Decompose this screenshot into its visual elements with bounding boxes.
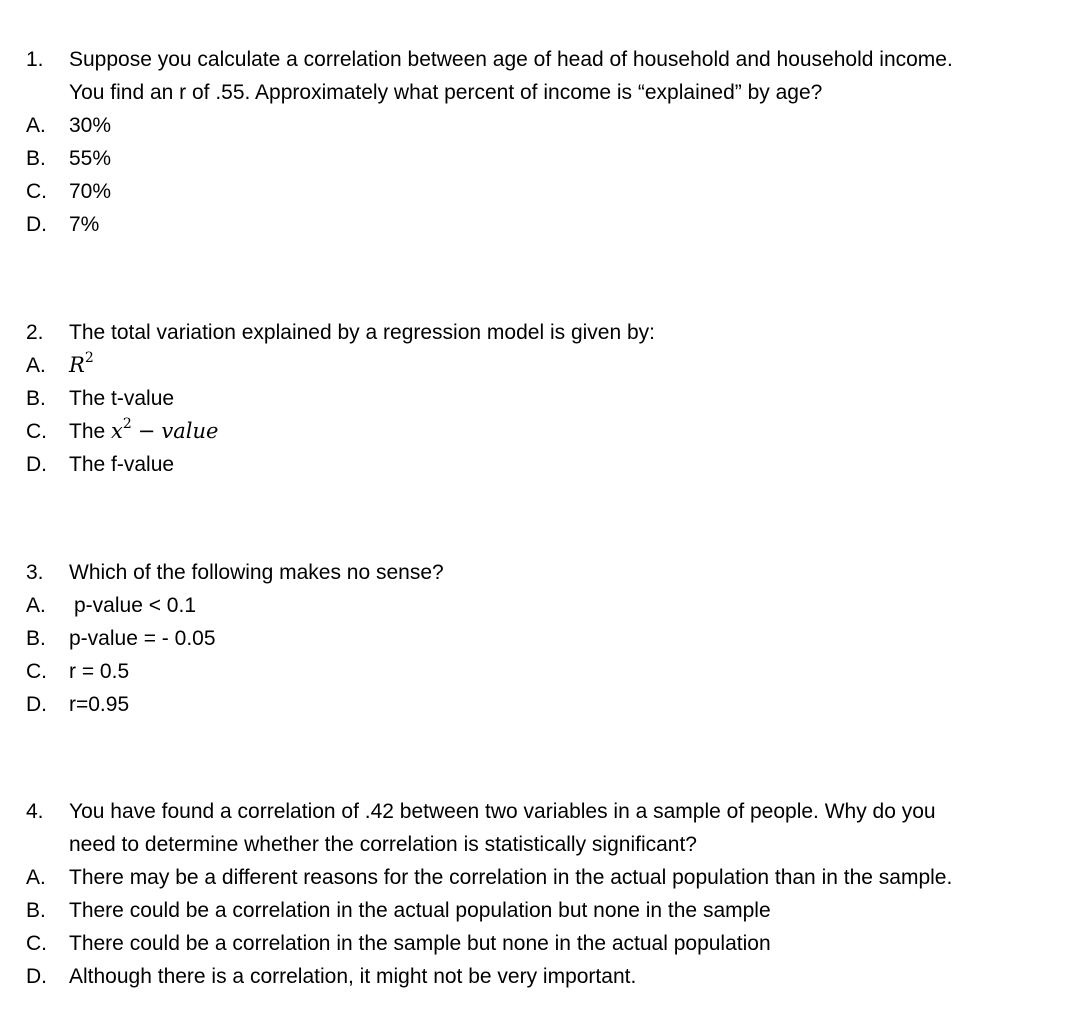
option-text: 30%: [69, 114, 112, 137]
option-text: r = 0.5: [69, 660, 130, 683]
option-text: 70%: [69, 180, 112, 203]
question-4-stem-line-1: [26, 795, 1076, 828]
option-text: The t-value: [69, 387, 175, 410]
chi-square-formula: [111, 416, 219, 443]
math-exponent: 2: [122, 416, 132, 432]
option-letter: C.: [26, 180, 47, 203]
option-text: There may be a different reasons for the correlation in the actual population than in the sample.: [69, 866, 953, 889]
option-a: [26, 349, 1076, 382]
option-letter: D.: [26, 213, 47, 236]
question-text: need to determine whether the correlation is statistically significant?: [69, 833, 697, 856]
math-operator: −: [137, 419, 156, 443]
option-c: [26, 927, 1076, 960]
option-text: The: [69, 420, 106, 443]
question-2: [26, 316, 1076, 481]
option-b: [26, 382, 1076, 415]
math-exponent: 2: [84, 350, 94, 366]
option-letter: A.: [26, 866, 46, 889]
option-letter: A.: [26, 354, 46, 377]
question-1-stem-line-1: [26, 43, 1076, 76]
option-letter: B.: [26, 627, 46, 650]
option-text: 7%: [69, 213, 100, 236]
option-letter: B.: [26, 147, 46, 170]
question-3: [26, 556, 1076, 721]
option-b: [26, 142, 1076, 175]
question-1-stem-line-2: [26, 76, 1076, 109]
math-base: x: [111, 419, 123, 443]
option-letter: B.: [26, 899, 46, 922]
option-text: 55%: [69, 147, 112, 170]
option-c: [26, 175, 1076, 208]
option-a: [26, 589, 1076, 622]
option-letter: C.: [26, 420, 47, 443]
math-base: R: [69, 353, 85, 377]
option-letter: D.: [26, 693, 47, 716]
question-4-stem-line-2: [26, 828, 1076, 861]
question-text: Which of the following makes no sense?: [69, 561, 444, 584]
option-d: [26, 208, 1076, 241]
question-text: You find an r of .55. Approximately what percent of income is “explained” by age?: [69, 81, 823, 104]
option-b: [26, 622, 1076, 655]
option-letter: D.: [26, 965, 47, 988]
option-d: [26, 688, 1076, 721]
option-text: There could be a correlation in the actual population but none in the sample: [69, 899, 771, 922]
question-text: The total variation explained by a regression model is given by:: [69, 321, 655, 344]
math-word: value: [161, 419, 219, 443]
question-number: 3.: [26, 561, 44, 584]
option-letter: A.: [26, 114, 46, 137]
option-text: Although there is a correlation, it might not be very important.: [69, 965, 637, 988]
r-squared-formula: [69, 349, 94, 382]
question-text: Suppose you calculate a correlation between age of head of household and household income.: [69, 48, 953, 71]
option-a: [26, 861, 1076, 894]
option-c: [26, 415, 1076, 448]
question-1: [26, 43, 1076, 241]
option-b: [26, 894, 1076, 927]
option-text: p-value = - 0.05: [69, 627, 216, 650]
option-a: [26, 109, 1076, 142]
question-number: 4.: [26, 800, 44, 823]
question-2-stem-line-1: [26, 316, 1076, 349]
question-4: [26, 795, 1076, 993]
option-letter: C.: [26, 660, 47, 683]
option-d: [26, 960, 1076, 993]
option-letter: A.: [26, 594, 46, 617]
option-text: p-value < 0.1: [74, 594, 197, 617]
option-c: [26, 655, 1076, 688]
option-text: The f-value: [69, 453, 175, 476]
option-text: r=0.95: [69, 693, 130, 716]
question-number: 2.: [26, 321, 44, 344]
option-text: There could be a correlation in the sample but none in the actual population: [69, 932, 771, 955]
question-number: 1.: [26, 48, 44, 71]
option-letter: D.: [26, 453, 47, 476]
option-letter: B.: [26, 387, 46, 410]
question-text: You have found a correlation of .42 between two variables in a sample of people. Why do you: [69, 800, 936, 823]
option-d: [26, 448, 1076, 481]
question-3-stem-line-1: [26, 556, 1076, 589]
option-text-with-formula: [69, 415, 218, 448]
option-letter: C.: [26, 932, 47, 955]
